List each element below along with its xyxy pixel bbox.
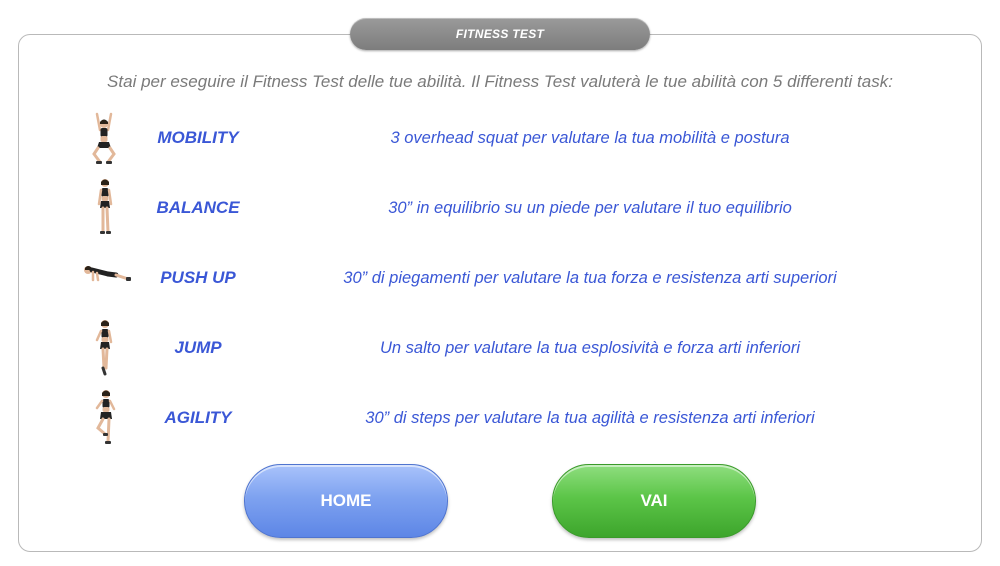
task-name: AGILITY bbox=[164, 408, 232, 427]
task-row-balance bbox=[0, 178, 1000, 238]
push-up-figure-icon bbox=[78, 248, 134, 308]
home-button[interactable]: HOME bbox=[244, 464, 448, 538]
task-name: PUSH UP bbox=[160, 268, 236, 287]
task-name: BALANCE bbox=[156, 198, 240, 217]
page-title: FITNESS TEST bbox=[350, 18, 650, 50]
jump-figure-icon bbox=[78, 318, 134, 378]
task-description: 30” in equilibrio su un piede per valutare il tuo equilibrio bbox=[388, 198, 792, 217]
vai-button[interactable]: VAI bbox=[552, 464, 756, 538]
task-description: 30” di piegamenti per valutare la tua forza e resistenza arti superiori bbox=[343, 268, 837, 287]
task-description: Un salto per valutare la tua esplosività e forza arti inferiori bbox=[379, 338, 801, 357]
task-name: JUMP bbox=[174, 338, 222, 357]
agility-step-figure-icon bbox=[78, 388, 134, 448]
overhead-squat-figure-icon bbox=[78, 108, 134, 168]
task-row-jump bbox=[0, 318, 1000, 378]
task-row-agility bbox=[0, 388, 1000, 448]
intro-text: Stai per eseguire il Fitness Test delle tue abilità. Il Fitness Test valuterà le tue abilità con 5 differenti task: bbox=[107, 72, 893, 91]
task-description: 30” di steps per valutare la tua agilità e resistenza arti inferiori bbox=[365, 408, 815, 427]
standing-balance-figure-icon bbox=[78, 178, 134, 238]
task-row-mobility bbox=[0, 108, 1000, 168]
task-row-push-up bbox=[0, 248, 1000, 308]
task-name: MOBILITY bbox=[157, 128, 239, 147]
task-description: 3 overhead squat per valutare la tua mobilità e postura bbox=[390, 128, 790, 147]
